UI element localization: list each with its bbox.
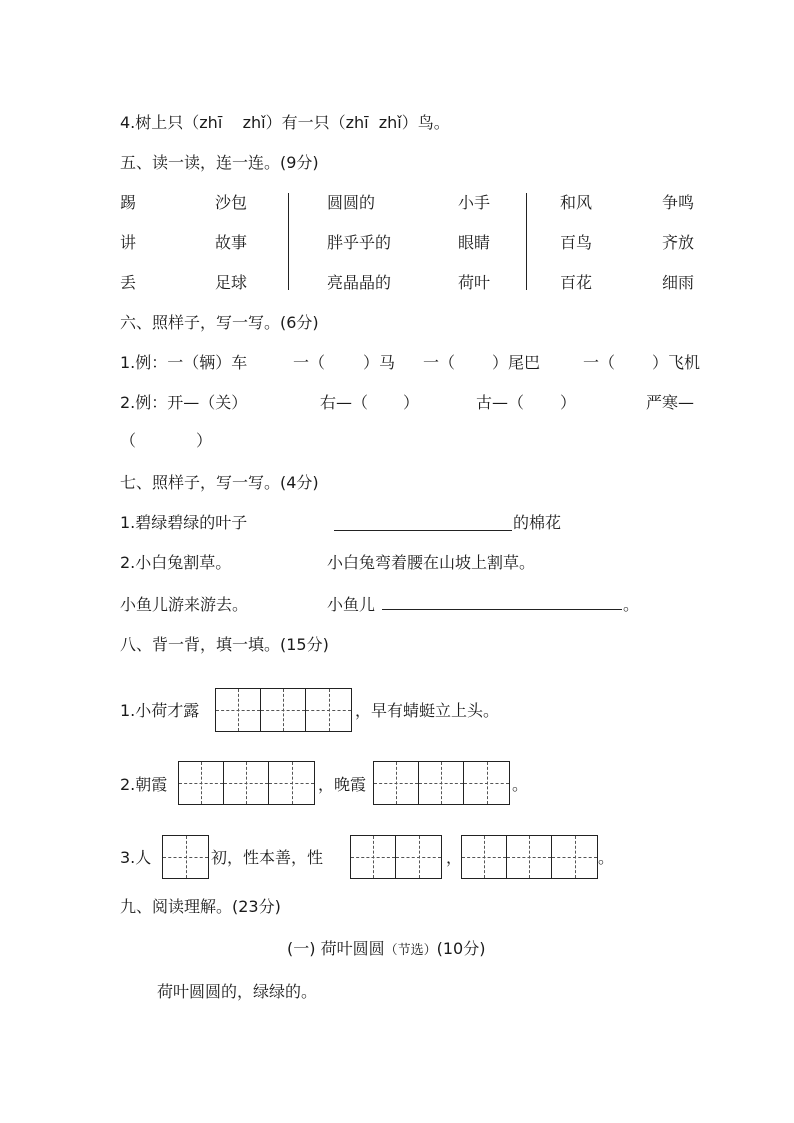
match-item: 亮晶晶的 bbox=[327, 273, 392, 292]
writing-grid bbox=[461, 835, 598, 879]
grid-cell bbox=[462, 836, 507, 878]
poem-text: 。 bbox=[512, 775, 529, 794]
s7-text: 。 bbox=[623, 595, 640, 614]
section7-title: 七、照样子，写一写。(4分) bbox=[120, 473, 319, 492]
grid-cell bbox=[396, 836, 441, 878]
s6-text: ）尾巴 bbox=[492, 353, 541, 372]
s6-text: ） bbox=[196, 431, 213, 450]
passage-score: (10分) bbox=[436, 939, 486, 958]
poem-text: ，晚霞 bbox=[318, 775, 367, 794]
match-item: 百鸟 bbox=[560, 233, 593, 252]
grid-cell bbox=[552, 836, 597, 878]
grid-cell bbox=[351, 836, 396, 878]
match-item: 故事 bbox=[215, 233, 248, 252]
q4-pinyin-4: zhǐ bbox=[378, 113, 402, 132]
passage-heading bbox=[287, 938, 485, 962]
match-item: 百花 bbox=[560, 273, 593, 292]
s7-example-2a: 2.小白兔割草。 bbox=[120, 553, 232, 572]
s6-text: ） bbox=[403, 393, 420, 412]
s6-text: （ bbox=[120, 431, 137, 450]
s6-example-1: 1.例：一（辆）车 bbox=[120, 353, 248, 372]
s6-text: 右—（ bbox=[320, 393, 369, 412]
poem-text: 。 bbox=[598, 848, 615, 867]
match-item: 沙包 bbox=[215, 193, 248, 212]
match-item: 圆圆的 bbox=[327, 193, 376, 212]
q4-pinyin-3: zhī bbox=[345, 113, 369, 132]
s6-text: ）飞机 bbox=[652, 353, 701, 372]
s7-text: 小鱼儿游来游去。 bbox=[120, 595, 249, 614]
grid-cell bbox=[374, 762, 419, 804]
section6-title: 六、照样子，写一写。(6分) bbox=[120, 313, 319, 332]
match-item: 细雨 bbox=[662, 273, 695, 292]
s6-text: 一（ bbox=[423, 353, 456, 372]
match-item: 小手 bbox=[458, 193, 491, 212]
grid-cell bbox=[261, 689, 306, 731]
poem-text: 2.朝霞 bbox=[120, 775, 168, 794]
match-item: 足球 bbox=[215, 273, 248, 292]
s6-text: ）马 bbox=[363, 353, 396, 372]
column-divider bbox=[526, 193, 527, 290]
poem-text: ，早有蜻蜓立上头。 bbox=[355, 701, 500, 720]
q4-text-a: 4.树上只（ bbox=[120, 113, 200, 132]
s6-text: 严寒— bbox=[646, 393, 695, 412]
q4-text-c: ）鸟。 bbox=[401, 113, 450, 132]
s7-text: 的棉花 bbox=[513, 513, 562, 532]
answer-blank bbox=[382, 609, 622, 610]
answer-blank bbox=[334, 530, 512, 531]
match-item: 争鸣 bbox=[662, 193, 695, 212]
s6-text: 一（ bbox=[583, 353, 616, 372]
grid-cell bbox=[306, 689, 351, 731]
grid-cell bbox=[216, 689, 261, 731]
poem-text: 初，性本善，性 bbox=[211, 848, 324, 867]
grid-cell bbox=[269, 762, 314, 804]
q4-text-b: ）有一只（ bbox=[265, 113, 346, 132]
passage-title: (一) 荷叶圆圆 bbox=[287, 939, 385, 958]
s6-text: 一（ bbox=[293, 353, 326, 372]
s6-example-2: 2.例：开—（关） bbox=[120, 393, 248, 412]
writing-grid bbox=[350, 835, 442, 879]
q4-line bbox=[120, 112, 450, 134]
section8-title: 八、背一背，填一填。(15分) bbox=[120, 635, 329, 654]
match-item: 踢 bbox=[120, 193, 137, 212]
match-item: 和风 bbox=[560, 193, 593, 212]
section9-title: 九、阅读理解。(23分) bbox=[120, 897, 281, 916]
match-item: 讲 bbox=[120, 233, 137, 252]
q4-pinyin-2: zhǐ bbox=[242, 113, 266, 132]
s7-text: 小鱼儿 bbox=[327, 595, 376, 614]
writing-grid bbox=[178, 761, 315, 805]
passage-note: （节选） bbox=[384, 943, 437, 958]
column-divider bbox=[288, 193, 289, 290]
grid-cell bbox=[224, 762, 269, 804]
match-item: 齐放 bbox=[662, 233, 695, 252]
match-item: 荷叶 bbox=[458, 273, 491, 292]
section5-title: 五、读一读，连一连。(9分) bbox=[120, 153, 319, 172]
match-item: 胖乎乎的 bbox=[327, 233, 392, 252]
grid-cell bbox=[464, 762, 509, 804]
q4-pinyin-1: zhī bbox=[199, 113, 223, 132]
writing-grid bbox=[373, 761, 510, 805]
passage-text: 荷叶圆圆的，绿绿的。 bbox=[157, 982, 318, 1001]
s7-example-2b: 小白兔弯着腰在山坡上割草。 bbox=[327, 553, 536, 572]
writing-grid bbox=[162, 835, 209, 879]
grid-cell bbox=[419, 762, 464, 804]
match-item: 眼睛 bbox=[458, 233, 491, 252]
grid-cell bbox=[179, 762, 224, 804]
poem-text: 3.人 bbox=[120, 848, 152, 867]
writing-grid bbox=[215, 688, 352, 732]
s7-example-1: 1.碧绿碧绿的叶子 bbox=[120, 513, 248, 532]
s6-text: 古—（ bbox=[476, 393, 525, 412]
match-item: 丢 bbox=[120, 273, 137, 292]
grid-cell bbox=[507, 836, 552, 878]
grid-cell bbox=[163, 836, 208, 878]
s6-text: ） bbox=[560, 393, 577, 412]
poem-text: 1.小荷才露 bbox=[120, 701, 200, 720]
poem-text: ， bbox=[446, 848, 463, 867]
